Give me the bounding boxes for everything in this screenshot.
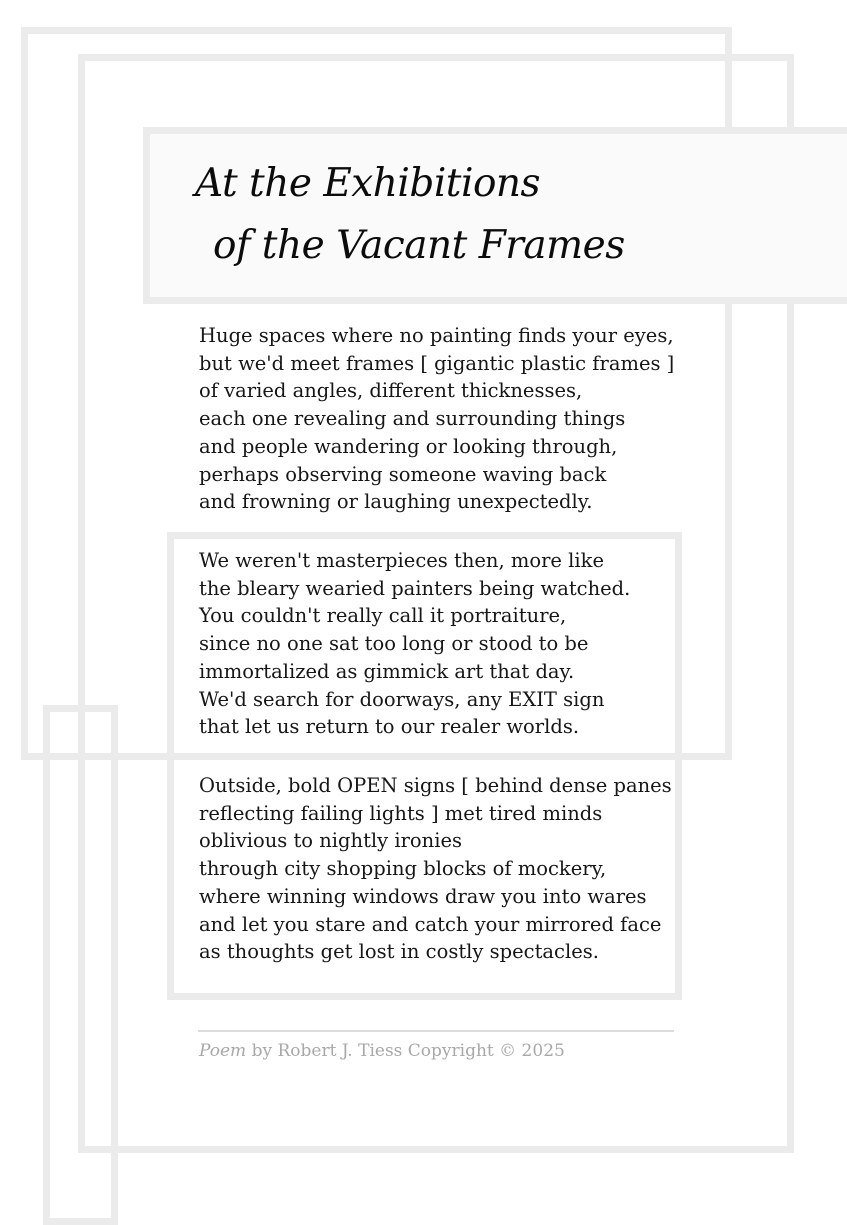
stanza-3 — [199, 772, 672, 966]
stanza-1 — [199, 322, 674, 516]
poem-line: as thoughts get lost in costly spectacles. — [199, 940, 599, 964]
poem-line: each one revealing and surrounding things — [199, 407, 626, 431]
poem-line: We weren't masterpieces then, more like — [199, 549, 604, 572]
decorative-frame-bottom-left — [43, 705, 118, 1225]
poem-line: We'd search for doorways, any EXIT sign — [199, 687, 605, 711]
poem-line: where winning windows draw you into wares — [199, 884, 647, 908]
stanza-2 — [199, 547, 630, 741]
credit-label: Poem — [199, 1041, 247, 1061]
poem-line: and people wandering or looking through, — [199, 434, 618, 458]
poem-line: and let you stare and catch your mirrored face — [199, 912, 662, 936]
poem-line: but we'd meet frames [ gigantic plastic frames ] — [199, 351, 675, 375]
poem-line: and frowning or laughing unexpectedly. — [199, 490, 593, 514]
poem-line: reflecting failing lights ] met tired minds — [199, 801, 603, 825]
poem-title-line-1: At the Exhibitions — [195, 161, 541, 206]
poem-line: since no one sat too long or stood to be — [199, 632, 589, 656]
poem-line: You couldn't really call it portraiture, — [199, 604, 567, 628]
poem-line: of varied angles, different thicknesses, — [199, 379, 583, 403]
poem-credit — [199, 1038, 565, 1064]
poem-line: oblivious to nightly ironies — [199, 829, 462, 853]
poem-line: perhaps observing someone waving back — [199, 462, 607, 486]
poem-title — [195, 153, 625, 277]
poem-line: through city shopping blocks of mockery, — [199, 857, 607, 881]
poem-title-line-2: of the Vacant Frames — [213, 223, 625, 268]
poem-line: that let us return to our realer worlds. — [199, 715, 580, 739]
poem-line: the bleary wearied painters being watched. — [199, 576, 631, 600]
poem-line: immortalized as gimmick art that day. — [199, 659, 575, 683]
credit-text: by Robert J. Tiess Copyright © 2025 — [246, 1041, 565, 1061]
footer-divider — [198, 1030, 674, 1032]
poem-line: Huge spaces where no painting finds your eyes, — [199, 324, 674, 347]
poem-line: Outside, bold OPEN signs [ behind dense panes — [199, 774, 672, 797]
